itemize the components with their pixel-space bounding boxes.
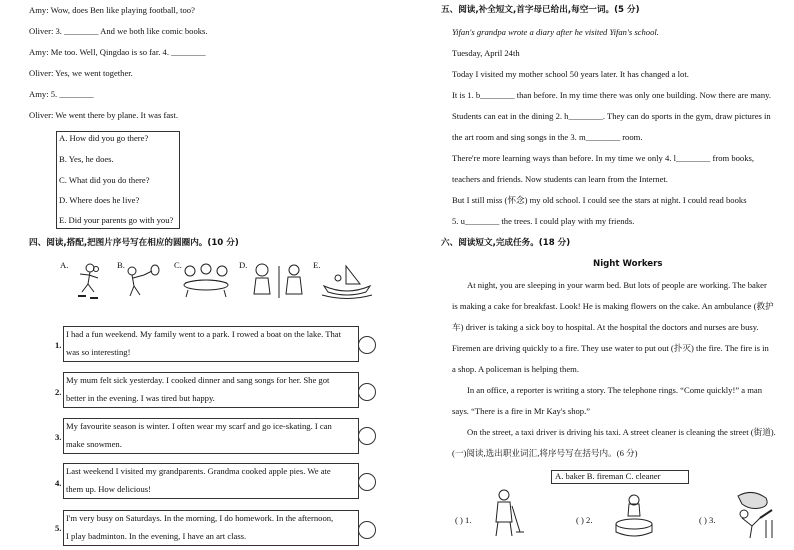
fireman-icon	[730, 490, 776, 540]
diary-line-7: But I still miss (怀念) my old school. I could see the stars at night. I could read books	[452, 195, 747, 205]
passage-3-line-1: My favourite season is winter. I often wear my scarf and go ice-skating. I can	[66, 421, 332, 431]
passage-5-answer-circle[interactable]	[358, 521, 376, 539]
passage-3-line-2: make snowmen.	[66, 439, 122, 449]
option-d: D. Where does he live?	[59, 195, 140, 205]
dialog-line-4: Oliver: Yes, we went together.	[29, 68, 133, 78]
story-line-5: a shop. A policeman is helping them.	[452, 364, 579, 374]
passage-1-number: 1.	[55, 340, 62, 350]
section-6-title: 六、阅读短文,完成任务。(18 分)	[441, 238, 571, 248]
passage-5-number: 5.	[55, 523, 62, 533]
option-c: C. What did you do there?	[59, 175, 150, 185]
answer-3[interactable]: ( ) 3.	[699, 515, 716, 525]
pic-label-b: B.	[117, 260, 125, 270]
passage-4-answer-circle[interactable]	[358, 473, 376, 491]
answer-1[interactable]: ( ) 1.	[455, 515, 472, 525]
pic-label-a: A.	[60, 260, 69, 270]
option-a: A. How did you go there?	[59, 133, 149, 143]
dialog-line-6: Oliver: We went there by plane. It was fast.	[29, 110, 179, 120]
passage-5-line-1: I'm very busy on Saturdays. In the morning, I do homework. In the afternoon,	[66, 513, 334, 523]
diary-line-2: It is 1. b________ than before. In my time there was only one building. Now there are many.	[452, 90, 772, 100]
passage-1-line-1: I had a fun weekend. My family went to a park. I rowed a boat on the lake. That	[66, 329, 341, 339]
dialog-line-3: Amy: Me too. Well, Qingdao is so far. 4. ________	[29, 47, 206, 57]
story-line-2: is making a cake for breakfast. Look! He is making flowers on the cake. An ambulance (救护	[452, 301, 774, 311]
diary-line-4: the art room and sing songs in the 3. m________ room.	[452, 132, 643, 142]
diary-intro: Yifan's grandpa wrote a diary after he visited Yifan's school.	[452, 27, 659, 37]
passage-5-line-2: I play badminton. In the evening, I have an art class.	[66, 531, 247, 541]
dialog-line-5: Amy: 5. ________	[29, 89, 94, 99]
story-line-3: 车) driver is taking a sick boy to hospital. At the hospital the doctors and nurses are busy.	[452, 322, 759, 332]
diary-line-8: 5. u________ the trees. I could play with my friends.	[452, 216, 635, 226]
diary-line-6: teachers and friends. Now students can learn from the Internet.	[452, 174, 668, 184]
passage-4-number: 4.	[55, 478, 62, 488]
option-e: E. Did your parents go with you?	[59, 215, 174, 225]
section-5-title: 五、阅读,补全短文,首字母已给出,每空一词。(5 分)	[441, 5, 640, 15]
diary-line-3: Students can eat in the dining 2. h________. They can do sports in the gym, draw pictures in	[452, 111, 771, 121]
dialog-line-2: Oliver: 3. ________ And we both like comic books.	[29, 26, 208, 36]
choices-text: A. baker B. fireman C. cleaner	[555, 471, 661, 481]
story-line-7: says. “There is a fire in Mr Kay's shop.”	[452, 406, 591, 416]
passage-4-line-2: them up. How delicious!	[66, 484, 151, 494]
family-eating-icon	[180, 263, 232, 299]
story-line-8: On the street, a taxi driver is driving his taxi. A street cleaner is cleaning the street (街道).	[467, 427, 776, 437]
diary-date: Tuesday, April 24th	[452, 48, 520, 58]
pic-label-d: D.	[239, 260, 248, 270]
passage-3-answer-circle[interactable]	[358, 427, 376, 445]
passage-2-line-1: My mum felt sick yesterday. I cooked dinner and sang songs for her. She got	[66, 375, 330, 385]
rowing-boat-icon	[320, 264, 374, 300]
story-line-6: In an office, a reporter is writing a story. The telephone rings. “Come quickly!” a man	[467, 385, 763, 395]
passage-1-answer-circle[interactable]	[358, 336, 376, 354]
passage-3-number: 3.	[55, 432, 62, 442]
story-title: Night Workers	[593, 259, 663, 269]
diary-line-5: There're more learning ways than before. In my time we only 4. l________ from books,	[452, 153, 755, 163]
story-line-1: At night, you are sleeping in your warm bed. But lots of people are working. The baker	[467, 280, 767, 290]
pic-label-e: E.	[313, 260, 321, 270]
option-b: B. Yes, he does.	[59, 154, 114, 164]
section-4-title: 四、阅读,搭配,把图片序号写在相应的圆圈内。(10 分)	[29, 238, 239, 248]
passage-2-number: 2.	[55, 387, 62, 397]
diary-line-1: Today I visited my mother school 50 years later. It has changed a lot.	[452, 69, 689, 79]
cleaner-icon	[484, 488, 524, 540]
sick-mum-icon	[248, 262, 306, 302]
passage-1-line-2: was so interesting!	[66, 347, 131, 357]
story-line-4: Firemen are driving quickly to a fire. They use water to put out (扑灭) the fire. The fire is in	[452, 343, 769, 353]
passage-2-line-2: better in the evening. I was tired but happy.	[66, 393, 215, 403]
boy-badminton-icon	[122, 262, 162, 302]
passage-2-answer-circle[interactable]	[358, 383, 376, 401]
girl-skating-icon	[68, 262, 108, 304]
pic-label-c: C.	[174, 260, 182, 270]
baker-cake-icon	[612, 494, 658, 540]
passage-4-line-1: Last weekend I visited my grandparents. Grandma cooked apple pies. We ate	[66, 466, 331, 476]
sub-task-title: (一)阅读,选出职业词汇,将序号写在括号内。(6 分)	[452, 448, 638, 458]
answer-2[interactable]: ( ) 2.	[576, 515, 593, 525]
dialog-line-1: Amy: Wow, does Ben like playing football, too?	[29, 5, 195, 15]
